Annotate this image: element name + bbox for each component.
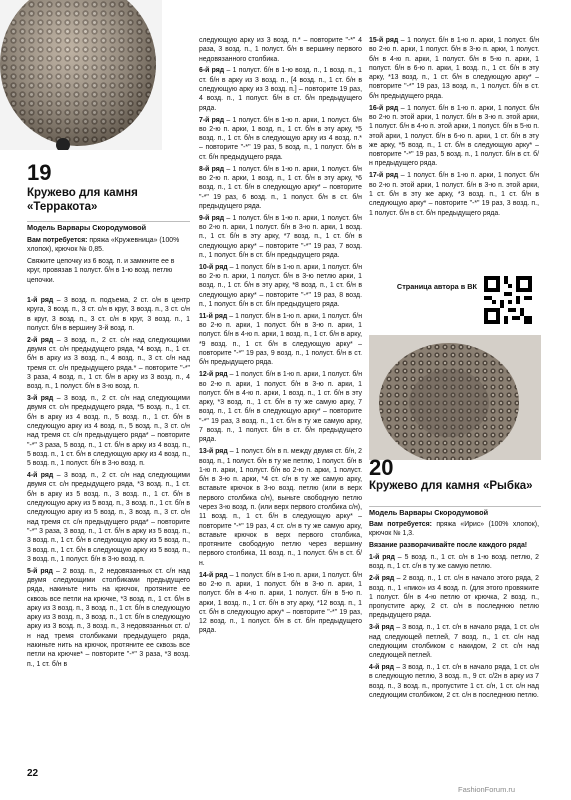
lace-photo-terracotta	[0, 0, 162, 150]
row: 17-й ряд – 1 полуст. б/н в 1-ю п. арки, 1 полуст. б/н во 2-ю п. этой арки, 1 полуст. б/н в 3-ю п. этой арки, 1 ст. б/н в эту же арку, *3 возд. п., 1 ст. б/н в следующую арку* – повторите "-*" 19 раз, 3 возд. п., 1 полуст. б/н в ст. б/н предыдущего ряда.	[369, 172, 539, 217]
row: 16-й ряд – 1 полуст. б/н в 1-ю п. арки, 1 полуст. б/н во 2-ю п. этой арки, 1 полуст. б/н в 3-ю п. этой арки, 1 полуст. б/н в 4-ю п. этой арки, 1 полуст. б/н в 5-ю п. этой арки, 1 полуст. б/н в 6-ю п. арки, 1 ст. б/н в эту же арку, *5 возд. п., 1 ст. б/н в следующую арку* – повторите "-*" 19 раз, 5 возд. п., 1 полуст. б/н в ст. б/н предыдущего ряда.	[369, 104, 539, 168]
materials-text: пряжа «Кружевница» (100% хлопок), крючок № 0,85.	[27, 237, 180, 254]
materials-19	[27, 236, 190, 255]
row: 2-й ряд – 2 возд. п., 1 ст. с/н в начало этого ряда, 2 возд. п., 1 «пико» из 4 возд. п. (для этого провяжите 1 полуст. б/н в 4-ю петлю от крючка, 2 возд. п., пропустите арку, 2 ст. с/н в последнюю петлю предыдущего ряда.	[369, 575, 539, 620]
model-credit-20: Модель Варвары Скородумовой	[369, 508, 489, 517]
row: 1-й ряд – 3 возд. п. подъема, 2 ст. с/н в центр круга, 3 возд. п., 3 ст. с/н в круг, 3 возд. п., 3 ст. с/н в круг, 3 возд. п., 3 ст. с/н в круг, 3 возд. п., 1 полуст. б/н в вершину 3-й возд. п.	[27, 297, 190, 332]
row-continuation: следующую арку из 3 возд. п.* – повторите "-*" 4 раза, 3 возд. п., 1 полуст. б/н в вершину первого недовязанного столбика.	[199, 37, 362, 63]
pattern-title-19: Кружево для камня «Терракота»	[27, 187, 138, 213]
pattern-number-20: 20	[369, 455, 394, 480]
title-divider	[27, 221, 190, 222]
pattern19-rows-continued	[199, 36, 362, 766]
pattern19-rows	[27, 296, 190, 766]
row: 10-й ряд – 1 полуст. б/н в 1-ю п. арки, 1 полуст. б/н во 2-ю п. арки, 1 полуст. б/н в 3-ю петлю арки, 1 возд. п., 1 ст. б/н в эту арку, *8 возд. п., 1 ст. б/н в следующую арку* – повторите "-*" 19 раз, 8 возд. п., 1 полуст. б/н в ст. б/н предыдущего ряда.	[199, 263, 362, 308]
row: 14-й ряд – 1 полуст. б/н в 1-ю п. арки, 1 полуст. б/н во 2-ю п. арки, 1 полуст. б/н в 3-ю п. арки, 1 полуст. б/н в 4-ю п. арки, 1 полуст. б/н в 5-ю п. арки, 1 возд. п., 1 ст. б/н в эту арку, *12 возд. п., 1 ст. б/н в следующую арку* – повторите "-*" 19 раз, 12 возд. п., 1 полуст. б/н в ст. б/н предыдущего ряда.	[199, 571, 362, 635]
row: 4-й ряд – 3 возд. п., 2 ст. с/н над следующими двумя ст. с/н предыдущего ряда, *3 возд. п., 1 ст. б/н в арку из 5 возд. п., 3 возд. п., 1 ст. б/н в следующую арку из 5 возд. п., 3 возд. п., 1 ст. б/н в следующую арку из 5 возд. п., 3 возд. п., 3 ст. с/н над тремя ст. с/н предыдущего ряда* – повторите "-*" 3 раза, 3 возд. п., 1 ст. б/н в арку из 5 возд. п., 3 возд. п., 1 ст. б/н в следующую арку из 5 возд. п., 3 возд. п., 1 ст. б/н в следующую арку из 5 возд. п., 3 возд. п., 1 полуст. б/н в 3-ю возд. п.	[27, 472, 190, 563]
qr-code-icon[interactable]	[484, 276, 532, 324]
materials-label: Вам потребуется:	[27, 237, 88, 244]
title-divider	[369, 506, 541, 507]
row: 2-й ряд – 3 возд. п., 2 ст. с/н над следующими двумя ст. с/н предыдущего ряда, *4 возд. п., 1 ст. б/н в арку из 3 возд. п., 4 возд. п., 3 ст. с/н над тремя ст. с/н предыдущего ряда.* – повторите "-*" 3 раза, 4 возд. п., 1 ст. б/н в арку из 3 возд. п., 4 возд. п., 1 полуст. б/н в 3-ю возд. п.	[27, 336, 190, 391]
pattern-number-19: 19	[27, 160, 52, 185]
watermark: FashionForum.ru	[458, 785, 516, 794]
row: 3-й ряд – 3 возд. п., 2 ст. с/н над следующими двумя ст. с/н предыдущего ряда, *5 возд. п., 1 ст. б/н в арку из 4 возд. п., 5 возд. п., 1 ст. б/н в следующую арку из 4 возд. п., 5 возд. п., 3 ст. с/н над тремя ст. с/н предыдущего ряда* – повторите "-*" 3 раза, 5 возд. п., 1 ст. б/н в арку из 4 возд. п., 5 возд. п., 1 ст. б/н в следующую арку из 4 возд. п., 5 возд. п., 1 полуст. б/н в 3-ю возд. п.	[27, 395, 190, 468]
row: 13-й ряд – 1 полуст. б/н в п. между двумя ст. б/н, 2 возд. п., 1 полуст. б/н в ту же петлю, 1 полуст. б/н в 1-ю п. арки, 1 полуст. б/н во 2-ю п. арки, 1 полуст. б/н в 3-ю п. арки, *4 ст. с/н в ту же самую арку, вставьте крючок в 3-ю возд. петлю (или в верх первого столбика с/н), выньте свободную петлю через 3-ю возд. п. (или верх первого столбика с/н), 11 возд. п., 1 ст. б/н в следующую арку* – повторите "-*" 19 раз, 4 ст. с/н в ту же самую арку, вставьте крючок в верх первого столбика, протяните свободную петлю через вершину первого столбика, 11 возд. п., 1 полуст. б/н в ст. б/н.	[199, 448, 362, 567]
row: 5-й ряд – 2 возд. п., 2 недовязанных ст. с/н над двумя следующими столбиками предыдущего ряда, накиньте нить на крючок, протяните ее сквозь все петли на крючке, *3 возд. п., 1 ст. б/н в арку из 3 возд. п., 3 возд. п., 1 ст. б/н в следующую арку из 3 возд. п., 3 возд. п., 1 ст. б/н в следующую арку из 3 возд. п., 3 возд. п., 3 недовязанных ст. с/н над тремя столбиками предыдущего ряда, накиньте нить на крючок, протяните ее сквозь все петли на крючке* – повторите "-*" 3 раза, *3 возд. п., 1 ст. б/н в	[27, 567, 190, 668]
author-page-label: Страница автора в ВК	[396, 282, 477, 291]
row: 11-й ряд – 1 полуст. б/н в 1-ю п. арки, 1 полуст. б/н во 2-ю п. арки, 1 полуст. б/н в 3-ю п. арки, 1 полуст. б/н в 4-ю п. арки, 1 возд. п., 1 ст. б/н в арку, *9 возд. п., 1 ст. б/н в следующую арку* – повторите "-*" 19 раз, 9 возд. п., 1 полуст. б/н в ст. б/н предыдущего ряда.	[199, 312, 362, 367]
pattern-title-20: Кружево для камня «Рыбка»	[369, 480, 533, 492]
row: 9-й ряд – 1 полуст. б/н в 1-ю п. арки, 1 полуст. б/н во 2-ю п. арки, 1 полуст. б/н в 3-ю п. арки, 1 возд. п., 1 ст. б/н в эту арку, *7 возд. п., 1 ст. б/н в следующую арку* – повторите "-*" 19 раз, 7 возд. п., 1 полуст. б/н в ст. б/н предыдущего ряда.	[199, 214, 362, 259]
row: 1-й ряд – 5 возд. п., 1 ст. с/н в 1-ю возд. петлю, 2 возд. п., 1 ст. с/н в ту же самую петлю.	[369, 554, 539, 571]
row: 12-й ряд – 1 полуст. б/н в 1-ю п. арки, 1 полуст. б/н во 2-ю п. арки, 1 полуст. б/н в 3-ю п. арки, 1 полуст. б/н в 4-ю п. арки, 1 возд. п., 1 ст. б/н в эту арку, *3 возд. п., 1 ст. б/н в ту же самую арку, 7 возд. п., 1 ст. б/н в следующую арку* – повторите "-*" 19 раз, 3 возд. п., 1 ст. б/н в ту же самую арку, 7 возд. п., 1 полуст. б/н в ст. б/н предыдущего ряда.	[199, 371, 362, 444]
row: 15-й ряд – 1 полуст. б/н в 1-ю п. арки, 1 полуст. б/н во 2-ю п. арки, 1 полуст. б/н в 3-ю п. арки, 1 полуст. б/н в 4-ю п. арки, 1 полуст. б/н в 5-ю п. арки, 1 полуст. б/н в 6-ю п. арки, 1 возд. п., 1 ст. б/н в эту арку, *13 возд. п., 1 ст. б/н в следующую арку* – повторите "-*" 19 раз, 13 возд. п., 1 полуст. б/н в ст. б/н предыдущего ряда.	[369, 37, 539, 100]
row: 8-й ряд – 1 полуст. б/н в 1-ю п. арки, 1 полуст. б/н во 2-ю п. арки, 1 возд. п., 1 ст. б/н в эту арку, *6 возд. п., 1 ст. б/н в следующую арку* – повторите "-*" 19 раз, 6 возд. п., 1 полуст. б/н в ст. б/н предыдущего ряда.	[199, 165, 362, 210]
knitting-note: Вязание разворачивайте после каждого ряда!	[369, 542, 528, 550]
row: 6-й ряд – 1 полуст. б/н в 1-ю возд. п., 1 возд. п., 1 ст. б/н в арку из 3 возд. п., [4 возд. п., 1 ст. б/н в следующую арку из 3 возд. п.] – повторите 19 раз, 4 возд. п., 1 полуст. б/н в ст. б/н предыдущего ряда.	[199, 67, 362, 112]
intro-19: Свяжите цепочку из 6 возд. п. и замкните ее в круг, провязав 1 полуст. б/н в 1-ю возд. петлю цепочки.	[27, 258, 175, 284]
row: 4-й ряд – 3 возд. п., 1 ст. с/н в начало ряда, 1 ст. с/н в следующую петлю, 3 возд. п., 9 ст. с/2н в арку из 7 возд. п., 3 возд. п., пропустите 1 ст. с/н, 1 ст. с/н над следующим столбиком, 2 ст. с/н в последнюю петлю.	[369, 664, 539, 700]
lace-photo-fish	[369, 335, 541, 460]
materials-20: Вам потребуется: пряжа «Ирис» (100% хлопок), крючок № 1,3.	[369, 521, 539, 538]
model-credit-19: Модель Варвары Скородумовой	[27, 223, 147, 232]
row: 3-й ряд – 3 возд. п., 1 ст. с/н в начало ряда, 1 ст. с/н над следующей петлей, 7 возд. п., 1 ст. с/н над следующим столбиком с накидом, 2 ст. с/н над следующей петлей.	[369, 624, 539, 660]
page-number: 22	[27, 768, 39, 779]
pattern19-final-rows	[369, 36, 539, 270]
row: 7-й ряд – 1 полуст. б/н в 1-ю п. арки, 1 полуст. б/н во 2-ю п. арки, 1 возд. п., 1 ст. б/н в эту арку, *5 возд. п., 1 ст. б/н в следующую арку из 4 возд. п.* – повторите "-*" 19 раз, 5 возд. п., 1 полуст. б/н в ст. б/н предыдущего ряда.	[199, 116, 362, 161]
pattern20-rows	[369, 520, 539, 768]
